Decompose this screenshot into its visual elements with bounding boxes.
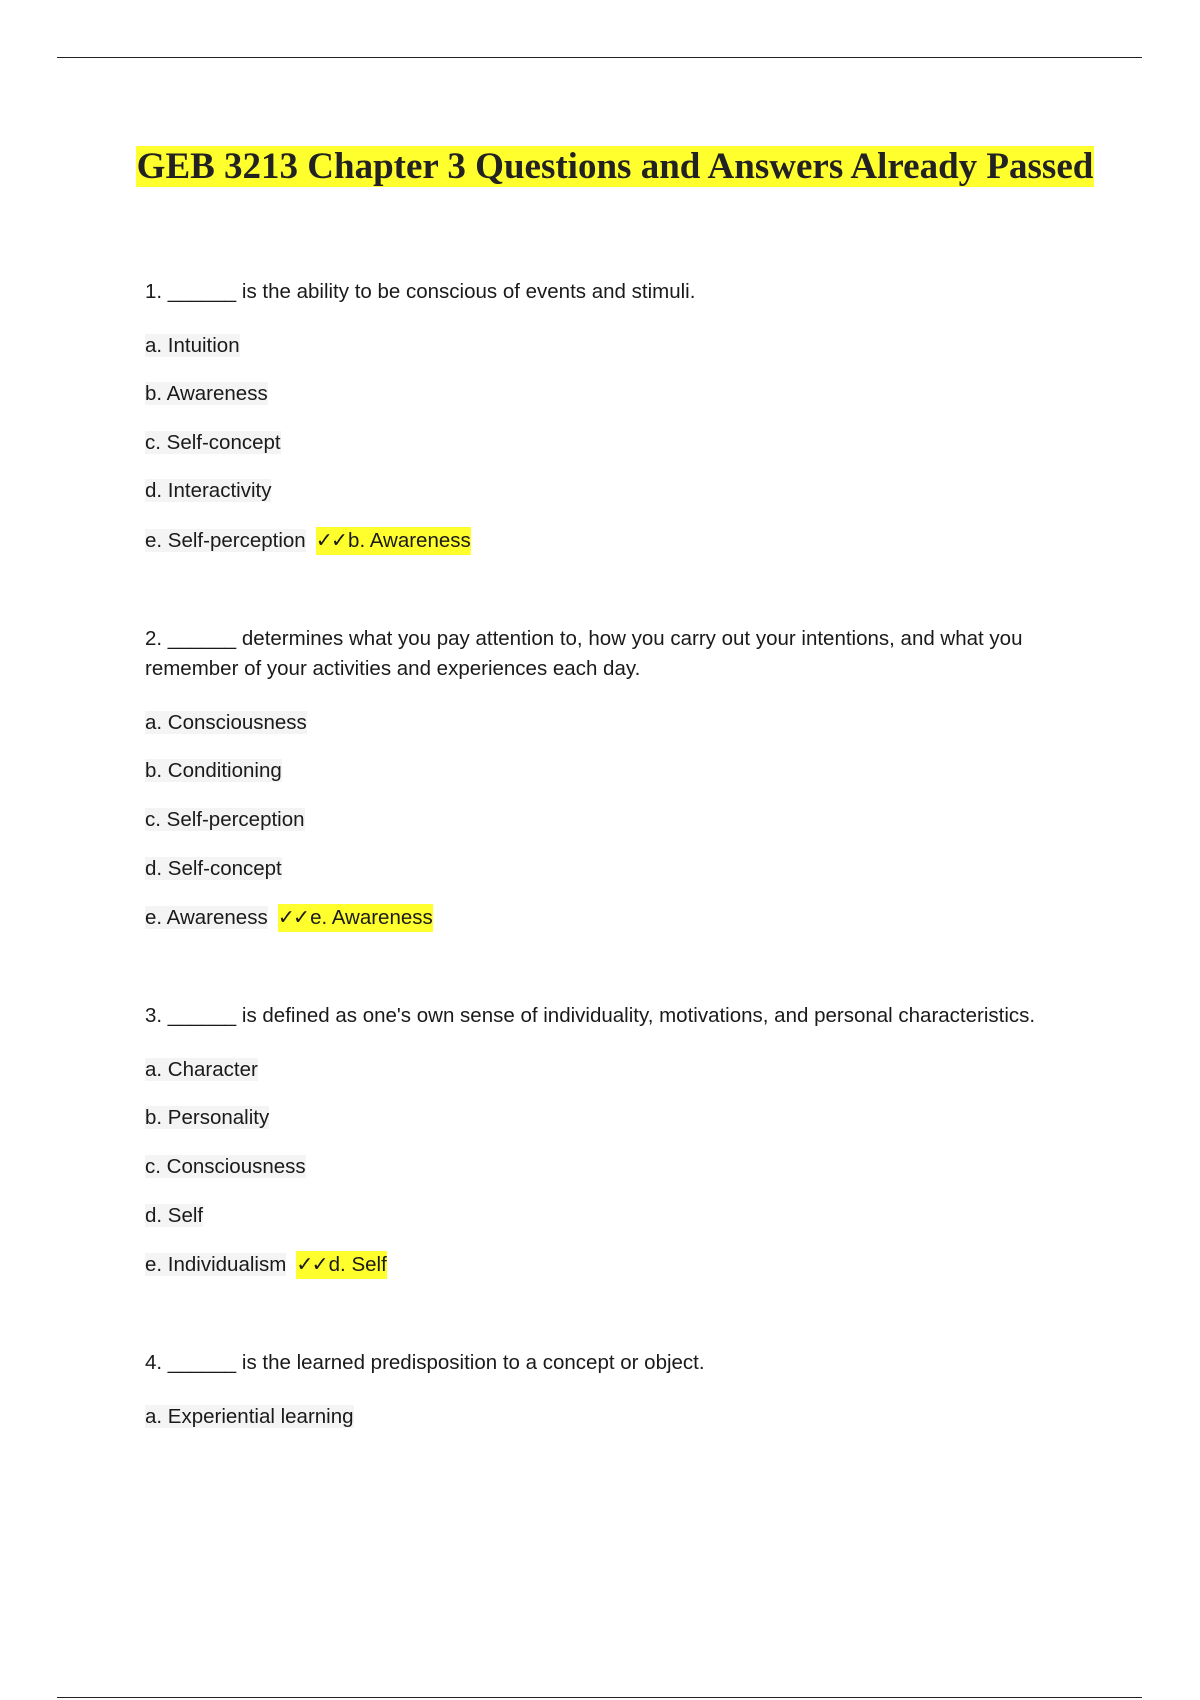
option-c: c. Self-concept xyxy=(145,430,281,454)
double-check-icon: ✓✓ xyxy=(315,527,347,552)
question-block-2 xyxy=(145,624,1075,932)
page-title-text: GEB 3213 Chapter 3 Questions and Answers Already Passed xyxy=(136,146,1094,187)
option-a: a. Character xyxy=(145,1057,258,1081)
question-block-1 xyxy=(145,277,1075,555)
option-a: a. Experiential learning xyxy=(145,1404,354,1428)
option-b: b. Personality xyxy=(145,1106,270,1130)
top-rule xyxy=(57,57,1142,58)
option-c: c. Self-perception xyxy=(145,808,305,832)
question-text: 2. ______ determines what you pay attention to, how you carry out your intentions, and what you remember of your activities and experiences each day. xyxy=(145,626,1023,681)
option-d: d. Self-concept xyxy=(145,856,282,880)
question-list xyxy=(145,277,1075,1450)
answer-highlight xyxy=(316,527,471,555)
option-a: a. Consciousness xyxy=(145,710,307,734)
question-text: 1. ______ is the ability to be conscious of events and stimuli. xyxy=(145,280,696,303)
page-title xyxy=(0,146,1200,188)
double-check-icon: ✓✓ xyxy=(296,1252,327,1277)
option-b: b. Conditioning xyxy=(145,759,282,783)
question-block-4 xyxy=(145,1348,1075,1432)
answer-text: d. Self xyxy=(328,1253,387,1277)
question-text: 3. ______ is defined as one's own sense of individuality, motivations, and personal characteristics. xyxy=(145,1004,1036,1028)
answer-text: b. Awareness xyxy=(348,528,471,552)
answer-highlight xyxy=(296,1251,386,1279)
option-e: e. Individualism ✓✓d. Self xyxy=(145,1249,1075,1279)
option-d: d. Interactivity xyxy=(145,479,272,503)
question-block-3 xyxy=(145,1001,1075,1279)
question-text: 4. ______ is the learned predisposition to a concept or object. xyxy=(145,1351,705,1375)
answer-text: e. Awareness xyxy=(310,906,433,930)
answer-highlight xyxy=(278,904,433,932)
option-e: e. Awareness ✓✓e. Awareness xyxy=(145,902,1075,932)
option-e: e. Self-perception ✓✓b. Awareness xyxy=(145,525,1075,555)
option-b: b. Awareness xyxy=(145,382,268,406)
option-a: a. Intuition xyxy=(145,333,240,357)
bottom-rule xyxy=(57,1697,1142,1698)
option-d: d. Self xyxy=(145,1203,204,1227)
double-check-icon: ✓✓ xyxy=(277,905,309,930)
option-c: c. Consciousness xyxy=(145,1154,306,1178)
